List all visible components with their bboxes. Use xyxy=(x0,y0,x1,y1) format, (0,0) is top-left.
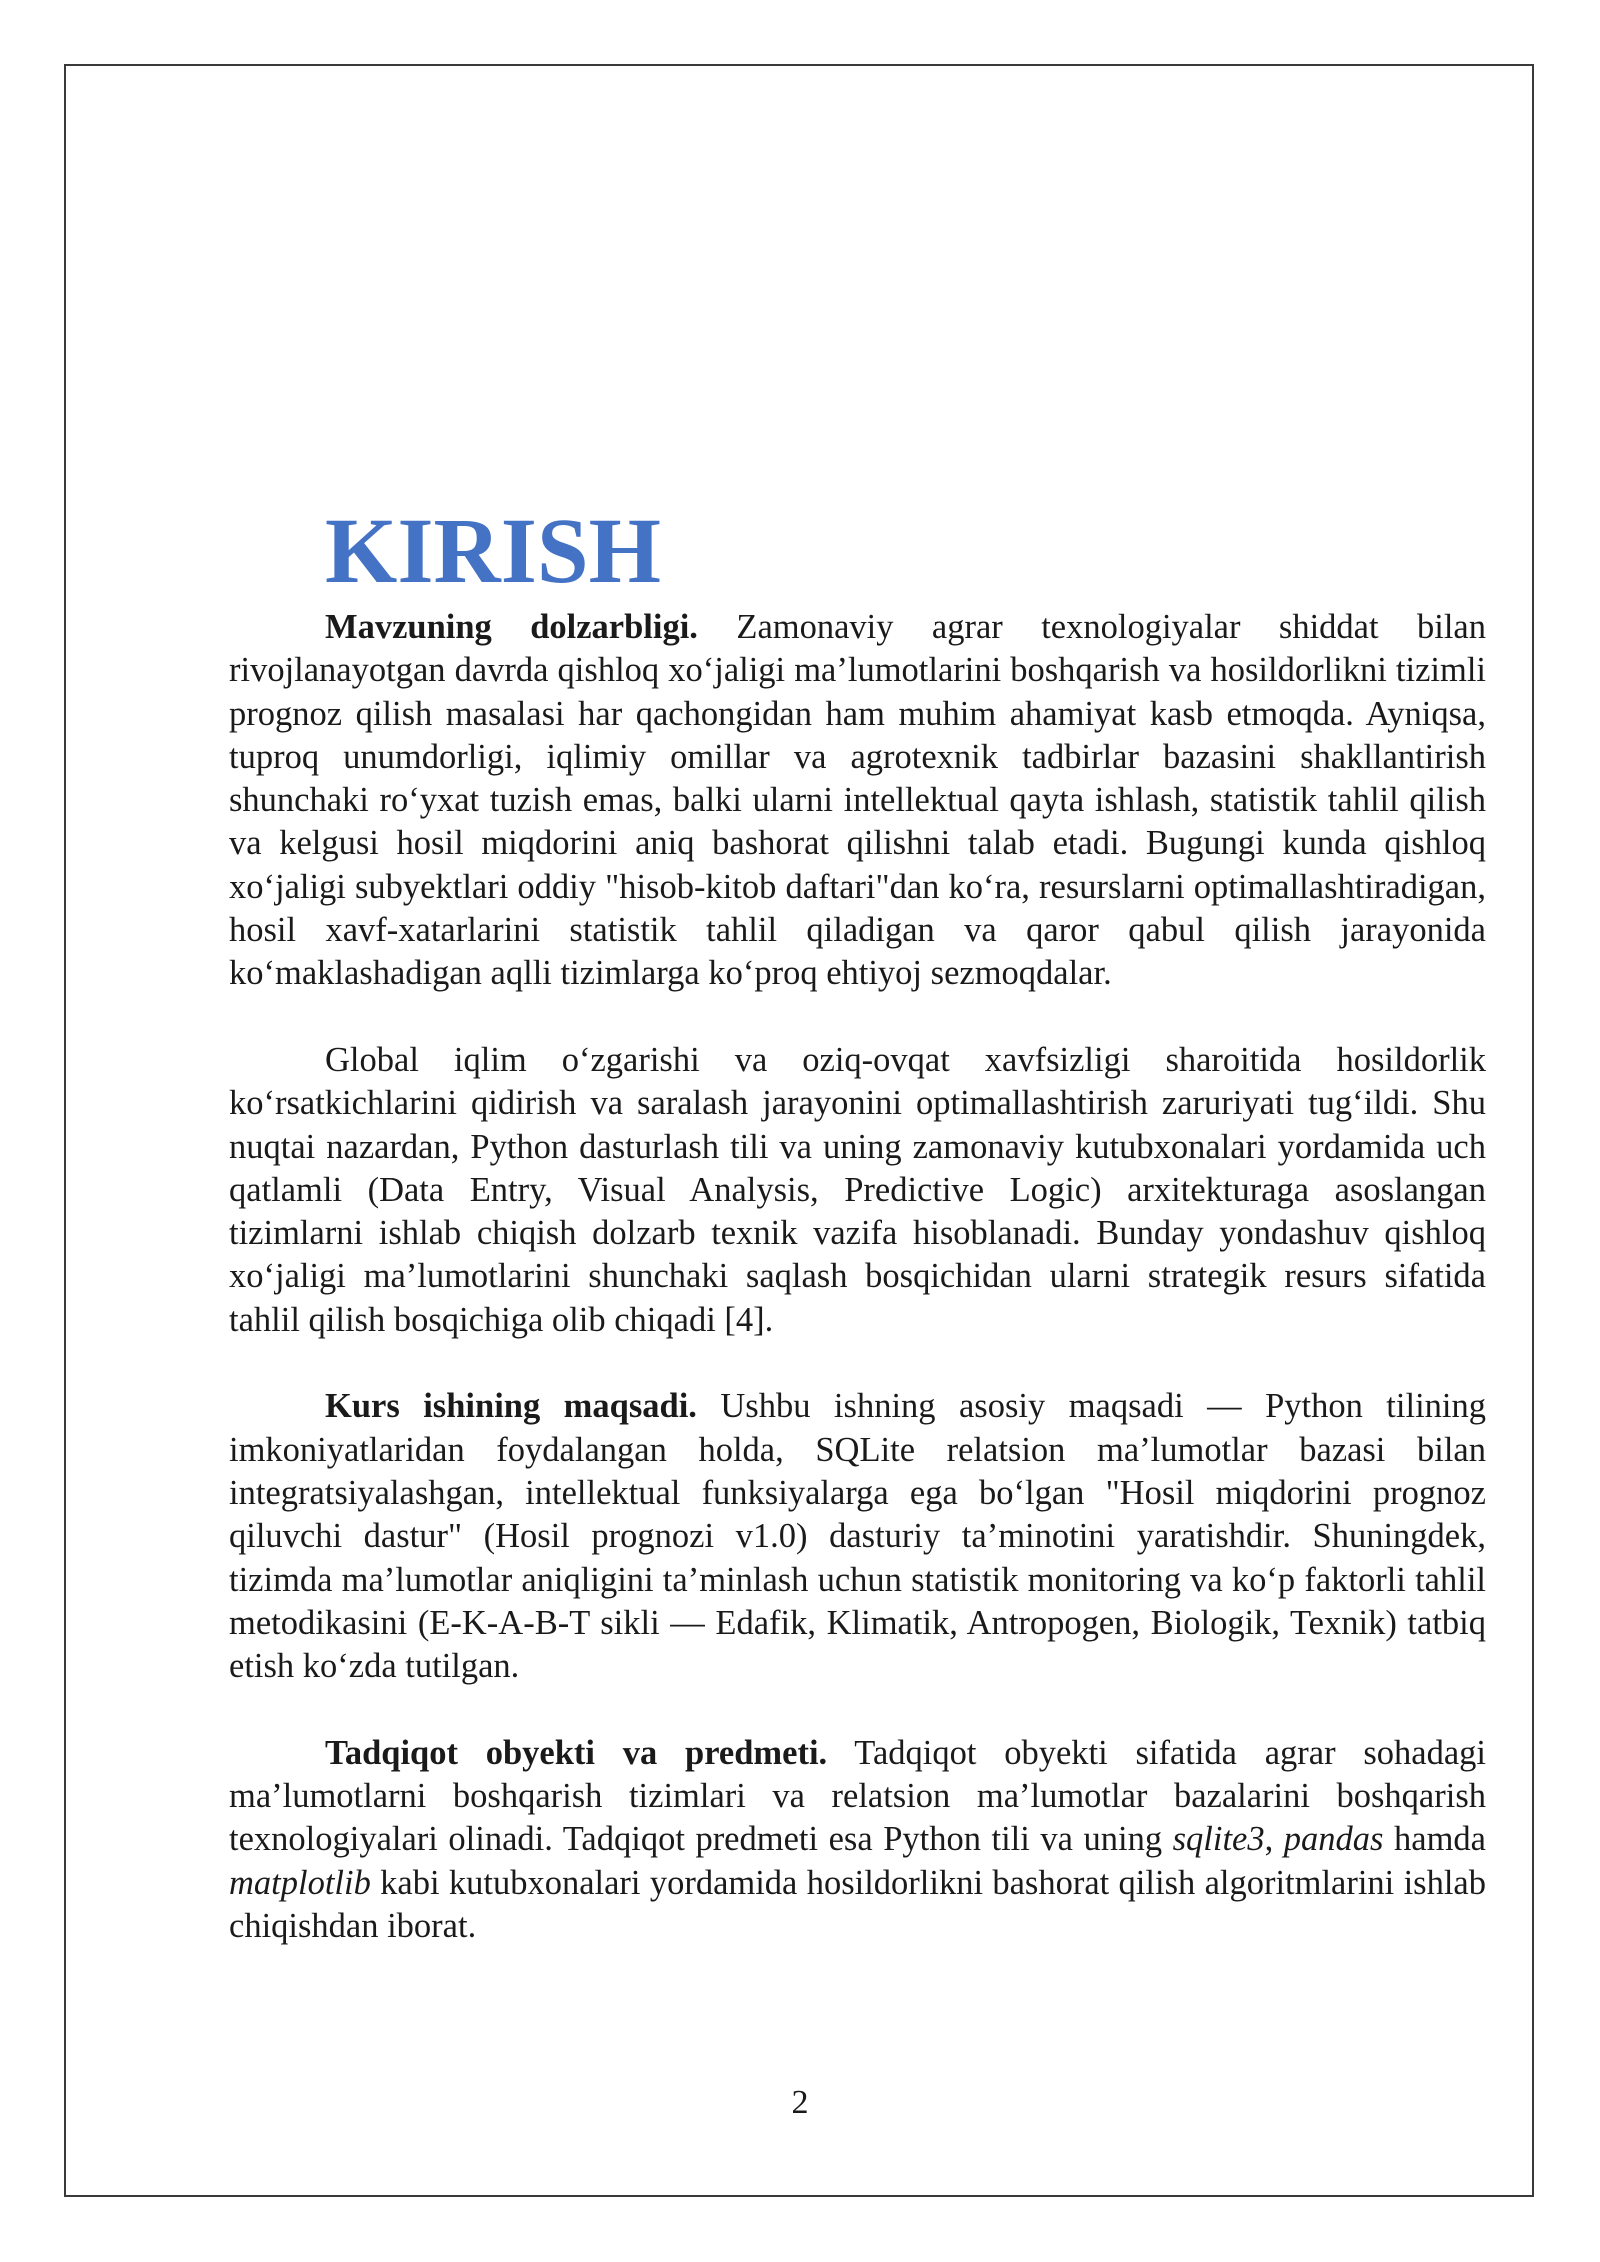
paragraph-lead: Tadqiqot obyekti va predmeti. xyxy=(325,1733,828,1772)
paragraph-lead: Kurs ishining maqsadi. xyxy=(325,1387,697,1426)
library-name: matplotlib xyxy=(229,1863,371,1902)
paragraph-text: kabi kutubxonalari yordamida hosildorlikni bashorat qilish algoritmlarini ishlab chiqishdan iborat. xyxy=(229,1863,1486,1945)
section-heading: KIRISH xyxy=(325,500,661,603)
library-name: sqlite3 xyxy=(1172,1820,1265,1859)
paragraph-object-subject xyxy=(229,1732,1486,1948)
paragraph-text: Ushbu ishning asosiy maqsadi — Python tilining imkoniyatlaridan foydalangan holda, SQLite relatsion ma’lumotlar bazasi bilan integratsiyalashgan, intellektual funksiyalarga ega bo‘lgan "Hosil miqdorini prognoz qiluvchi dastur" (Hosil prognozi v1.0) dasturiy ta’minotini yaratishdir. Shuningdek, tizimda ma’lumotlar aniqligini ta’minlash uchun statistik monitoring va ko‘p faktorli tahlil metodikasini (E-K-A-B-T sikli — Edafik, Klimatik, Antropogen, Biologik, Texnik) tatbiq etish ko‘zda tutilgan. xyxy=(229,1387,1486,1686)
paragraph-lead: Mavzuning dolzarbligi. xyxy=(325,608,698,646)
page-number: 2 xyxy=(791,2084,809,2121)
paragraph-text: , xyxy=(1264,1820,1284,1859)
paragraph-text: Global iqlim o‘zgarishi va oziq-ovqat xavfsizligi sharoitida hosildorlik ko‘rsatkichlarini qidirish va saralash jarayonini optimallashtirish zaruriyati tug‘ildi. Shu nuqtai nazardan, Python dasturlash tili va uning zamonaviy kutubxonalari yordamida uch qatlamli (Data Entry, Visual Analysis, Predictive Logic) arxitekturaga asoslangan tizimlarni ishlab chiqish dolzarb texnik vazifa hisoblanadi. Bunday yondashuv qishloq xo‘jaligi ma’lumotlarini shunchaki saqlash bosqichidan ularni strategik resurs sifatida tahlil qilish bosqichiga olib chiqadi [4]. xyxy=(229,1040,1486,1339)
paragraph-text: hamda xyxy=(1383,1820,1486,1859)
paragraph-goal xyxy=(229,1385,1486,1688)
paragraph-text: Zamonaviy agrar texnologiyalar shiddat bilan rivojlanayotgan davrda qishloq xo‘jaligi ma’lumotlarini boshqarish va hosildorlikni tizimli prognoz qilish masalasi har qachongidan ham muhim ahamiyat kasb etmoqda. Ayniqsa, tuproq unumdorligi, iqlimiy omillar va agrotexnik tadbirlar bazasini shakllantirish shunchaki ro‘yxat tuzish emas, balki ularni intellektual qayta ishlash, statistik tahlil qilish va kelgusi hosil miqdorini aniq bashorat qilishni talab etadi. Bugungi kunda qishloq xo‘jaligi subyektlari oddiy "hisob-kitob daftari"dan ko‘ra, resurslarni optimallashtiradigan, hosil xavf-xatarlarini statistik tahlil qiladigan va qaror qabul qilish jarayonida ko‘maklashadigan aqlli tizimlarga ko‘proq ehtiyoj sezmoqdalar. xyxy=(229,608,1486,993)
document-body xyxy=(229,500,1486,1948)
paragraph-relevance xyxy=(229,606,1486,996)
paragraph-text: Tadqiqot obyekti sifatida agrar sohadagi ma’lumotlarni boshqarish tizimlari va relatsion ma’lumotlar bazalarini boshqarish texnologiyalari olinadi. Tadqiqot predmeti esa Python tili va uning xyxy=(229,1733,1486,1859)
library-name: pandas xyxy=(1283,1820,1384,1859)
paragraph-context xyxy=(229,1039,1486,1342)
